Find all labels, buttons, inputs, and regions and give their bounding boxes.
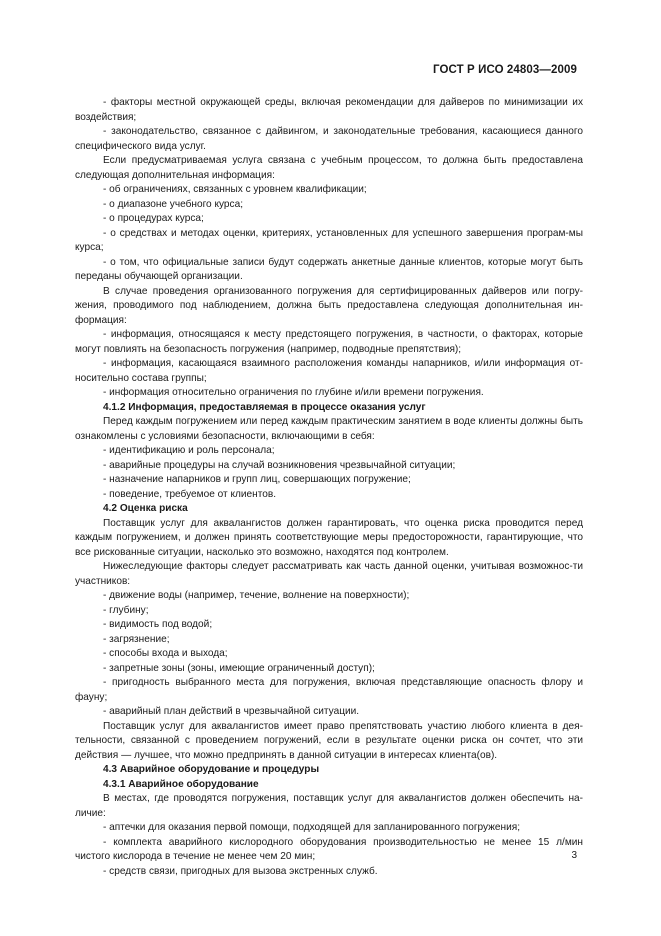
paragraph: Если предусматриваемая услуга связана с учебным процессом, то должна быть предоставлена следующая дополнительная информация: <box>75 155 583 181</box>
paragraph: - комплекта аварийного кислородного оборудования производительностью не менее 15 л/мин чистого кислорода в течение не менее чем 20 мин; <box>75 836 583 862</box>
section-heading: 4.3 Аварийное оборудование и процедуры <box>103 764 320 775</box>
paragraph: - движение воды (например, течение, волнение на поверхности); <box>103 590 410 601</box>
paragraph: - идентификацию и роль персонала; <box>103 445 275 456</box>
document-code: ГОСТ Р ИСО 24803—2009 <box>432 64 577 76</box>
paragraph: - о средствах и методах оценки, критериях, установленных для успешного завершения програм-мы курса; <box>75 227 583 253</box>
paragraph: - аварийный план действий в чрезвычайной ситуации. <box>103 706 360 717</box>
paragraph: - средств связи, пригодных для вызова экстренных служб. <box>103 865 378 877</box>
paragraph: - видимость под водой; <box>103 619 213 630</box>
paragraph: Поставщик услуг для аквалангистов имеет право препятствовать участию любого клиента в дея-тельности, связанной с проведением погружений, если в результате оценки риска он сочтет, что эти действия — лучшее, что можно предпринять в данной ситуации в интересах клиента(ов). <box>75 720 583 761</box>
paragraph: Нижеследующие факторы следует рассматривать как часть данной оценки, учитывая возможнос-ти участников: <box>75 561 583 587</box>
paragraph: В случае проведения организованного погружения для сертифицированных дайверов или погру-жения, проводимого под наблюдением, должна быть предоставлена следующая дополнительная ин-формация: <box>75 285 583 326</box>
paragraph: - законодательство, связанное с дайвингом, и законодательные требования, касающиеся данного специфического вида услуг. <box>75 126 583 152</box>
paragraph: В местах, где проводятся погружения, поставщик услуг для аквалангистов должен обеспечить на-личие: <box>75 793 583 819</box>
paragraph: - информация, касающаяся взаимного расположения команды напарников, и/или информация от-носительно состава группы; <box>75 358 583 384</box>
section-heading: 4.1.2 Информация, предоставляемая в процессе оказания услуг <box>103 401 426 413</box>
paragraph: - загрязнение; <box>103 633 170 645</box>
paragraph: Перед каждым погружением или перед каждым практическим занятием в воде клиенты должны быть ознакомлены с условиями безопасности, включающими в себя: <box>75 416 583 442</box>
paragraph: - о диапазоне учебного курса; <box>103 198 244 210</box>
paragraph: - назначение напарников и групп лиц, совершающих погружение; <box>103 474 411 485</box>
page-number: 3 <box>571 850 577 861</box>
paragraph: - аптечки для оказания первой помощи, подходящей для запланированного погружения; <box>103 822 521 833</box>
paragraph: Поставщик услуг для аквалангистов должен гарантировать, что оценка риска проводится перед каждым погружением, и должен принять соответствующие меры предосторожности, гарантирующие, что все рискованные ситуации, насколько это возможно, находятся под контролем. <box>75 517 583 558</box>
paragraph: - аварийные процедуры на случай возникновения чрезвычайной ситуации; <box>103 459 456 471</box>
paragraph: - поведение, требуемое от клиентов. <box>103 488 276 500</box>
document-body <box>75 96 583 879</box>
paragraph: - факторы местной окружающей среды, включая рекомендации для дайверов по минимизации их воздействия; <box>75 97 583 123</box>
paragraph: - запретные зоны (зоны, имеющие ограниченный доступ); <box>103 662 375 674</box>
paragraph: - об ограничениях, связанных с уровнем квалификации; <box>103 184 367 195</box>
paragraph: - информация относительно ограничения по глубине и/или времени погружения. <box>103 387 484 398</box>
paragraph: - о том, что официальные записи будут содержать анкетные данные клиентов, которые могут быть переданы обучающей организации. <box>75 256 583 282</box>
paragraph: - о процедурах курса; <box>103 213 204 224</box>
paragraph: - информация, относящаяся к месту предстоящего погружения, в частности, о факторах, которые могут повлиять на безопасность погружения (например, подводные препятствия); <box>75 329 583 355</box>
section-heading: 4.2 Оценка риска <box>103 503 188 514</box>
paragraph: - способы входа и выхода; <box>103 648 228 659</box>
paragraph: - глубину; <box>103 604 149 616</box>
paragraph: - пригодность выбранного места для погружения, включая представляющие опасность флору и фауну; <box>75 677 583 703</box>
section-heading: 4.3.1 Аварийное оборудование <box>103 778 259 790</box>
